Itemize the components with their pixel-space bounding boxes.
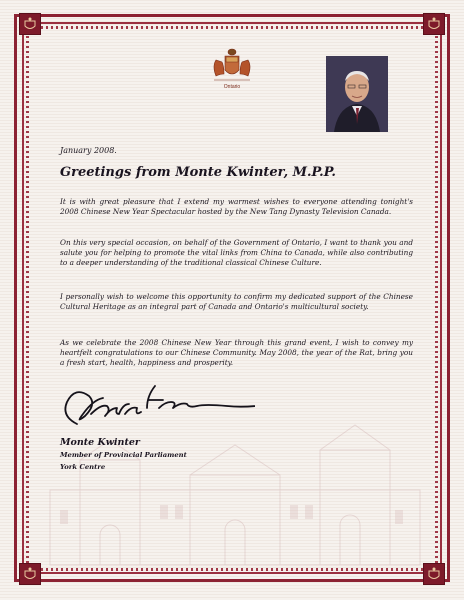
corner-emblem-icon	[423, 13, 445, 35]
letter-paragraph: On this very special occasion, on behalf of the Government of Ontario, I want to thank you and salute you for helping to promote the vital links from China to Canada, while also contributing to a deeper understanding of the traditional classical Chinese Culture.	[60, 238, 413, 267]
portrait-photo	[326, 56, 388, 132]
signatory-riding: York Centre	[60, 463, 106, 471]
letter-paragraph: It is with great pleasure that I extend my warmest wishes to everyone attending tonight's 2008 Chinese New Year Spectacular hosted by the New Tang Dynasty Television Canada.	[60, 197, 413, 216]
signatory-name: Monte Kwinter	[60, 437, 140, 448]
handwritten-signature	[55, 384, 255, 434]
letter-date: January 2008.	[60, 146, 117, 155]
letter-paragraph: As we celebrate the 2008 Chinese New Year through this grand event, I wish to convey my heartfelt congratulations to our Chinese Community. May 2008, the year of the Rat, bring you a fresh start, health, happiness and prosperity.	[60, 338, 413, 367]
border-pattern-top	[26, 26, 438, 29]
border-pattern-left	[26, 28, 29, 568]
corner-emblem-icon	[19, 13, 41, 35]
crest-caption: Ontario	[223, 84, 241, 90]
letter-paragraph: I personally wish to welcome this opportunity to confirm my dedicated support of the Chinese Cultural Heritage as an integral part of Canada and Ontario's multicultural society.	[60, 292, 413, 311]
signatory-title: Member of Provincial Parliament	[60, 451, 187, 459]
corner-emblem-icon	[19, 563, 41, 585]
letter-greeting: Greetings from Monte Kwinter, M.P.P.	[60, 165, 336, 180]
border-pattern-right	[435, 28, 438, 568]
